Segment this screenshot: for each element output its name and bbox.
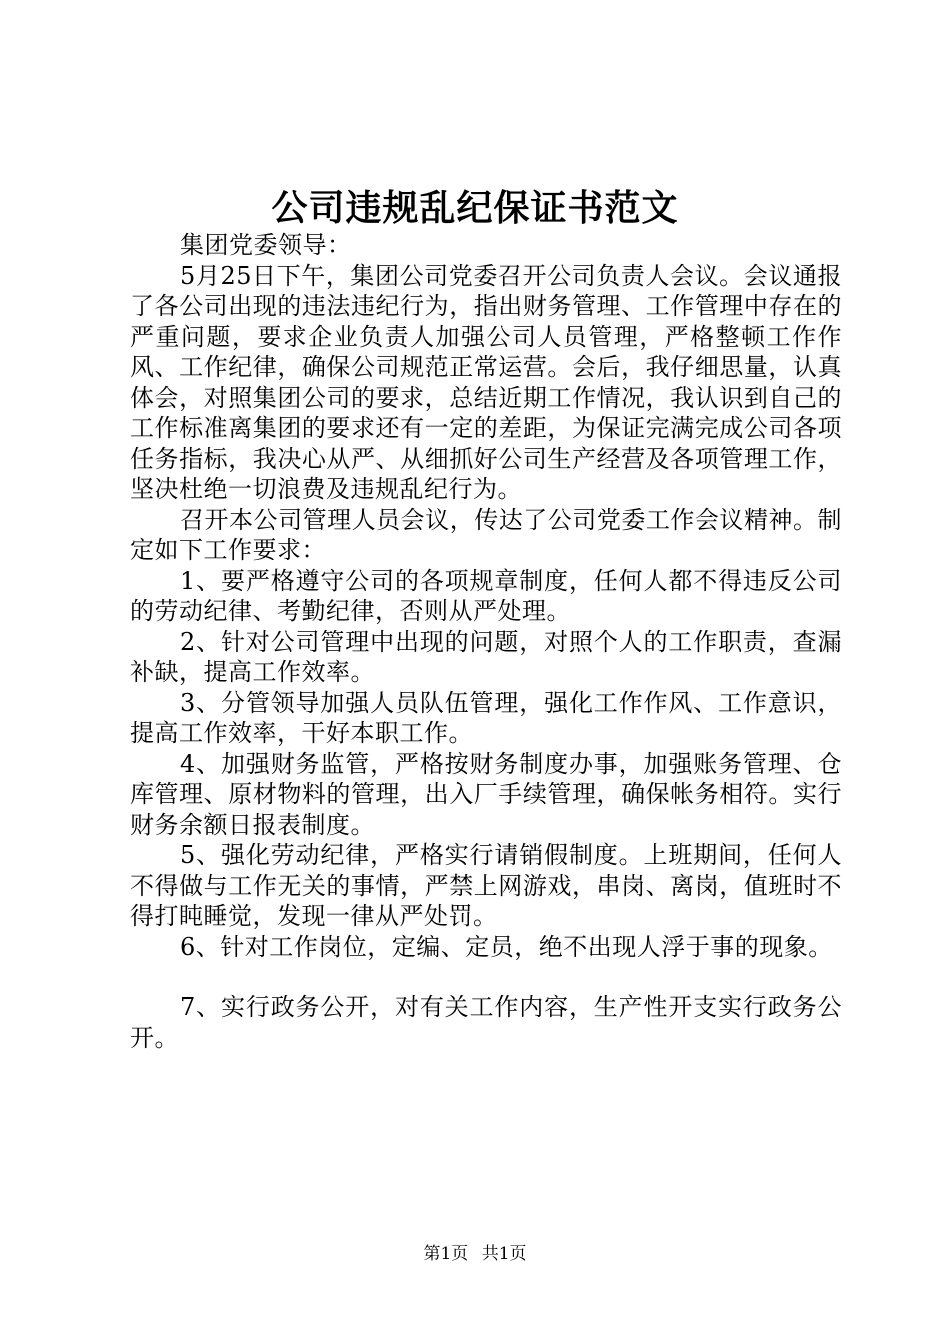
paragraph-meeting: 召开本公司管理人员会议，传达了公司党委工作会议精神。制定如下工作要求：	[130, 505, 842, 564]
salutation: 集团党委领导：	[180, 231, 352, 259]
paragraph-spacer	[130, 962, 842, 992]
requirement-item-6: 6、针对工作岗位，定编、定员，绝不出现人浮于事的现象。	[180, 932, 833, 961]
document-body	[130, 230, 842, 1053]
page-total: 共1页	[481, 1244, 527, 1264]
page-title: 公司违规乱纪保证书范文	[271, 187, 679, 229]
paragraph-intro: 5月25日下午，集团公司党委召开公司负责人会议。会议通报了各公司出现的违法违纪行为，指出财务管理、工作管理中存在的严重问题，要求企业负责人加强公司人员管理，严格整顿工作作风、工作纪律，确保公司规范正常运营。会后，我仔细思量，认真体会，对照集团公司的要求，总结近期工作情况，我认识到自己的工作标准离集团的要求还有一定的差距，为保证完满完成公司各项任务指标，我决心从严、从细抓好公司生产经营及各项管理工作，坚决杜绝一切浪费及违规乱纪行为。	[130, 261, 842, 503]
requirement-item-4: 4、加强财务监管，严格按财务制度办事，加强账务管理、仓库管理、原材物料的管理，出入厂手续管理，确保帐务相符。实行财务余额日报表制度。	[130, 749, 842, 839]
requirement-item-5: 5、强化劳动纪律，严格实行请销假制度。上班期间，任何人不得做与工作无关的事情，严禁上网游戏，串岗、离岗，值班时不得打盹睡觉，发现一律从严处罚。	[130, 841, 842, 930]
page-number: 第1页	[423, 1244, 469, 1264]
page-footer	[0, 1242, 950, 1266]
requirement-item-7: 7、实行政务公开，对有关工作内容，生产性开支实行政务公开。	[130, 993, 842, 1052]
requirement-item-1: 1、要严格遵守公司的各项规章制度，任何人都不得违反公司的劳动纪律、考勤纪律，否则从严处理。	[130, 566, 842, 625]
requirement-item-3: 3、分管领导加强人员队伍管理，强化工作作风、工作意识，提高工作效率，干好本职工作。	[130, 688, 842, 747]
requirement-item-2: 2、针对公司管理中出现的问题，对照个人的工作职责，查漏补缺，提高工作效率。	[130, 627, 842, 686]
